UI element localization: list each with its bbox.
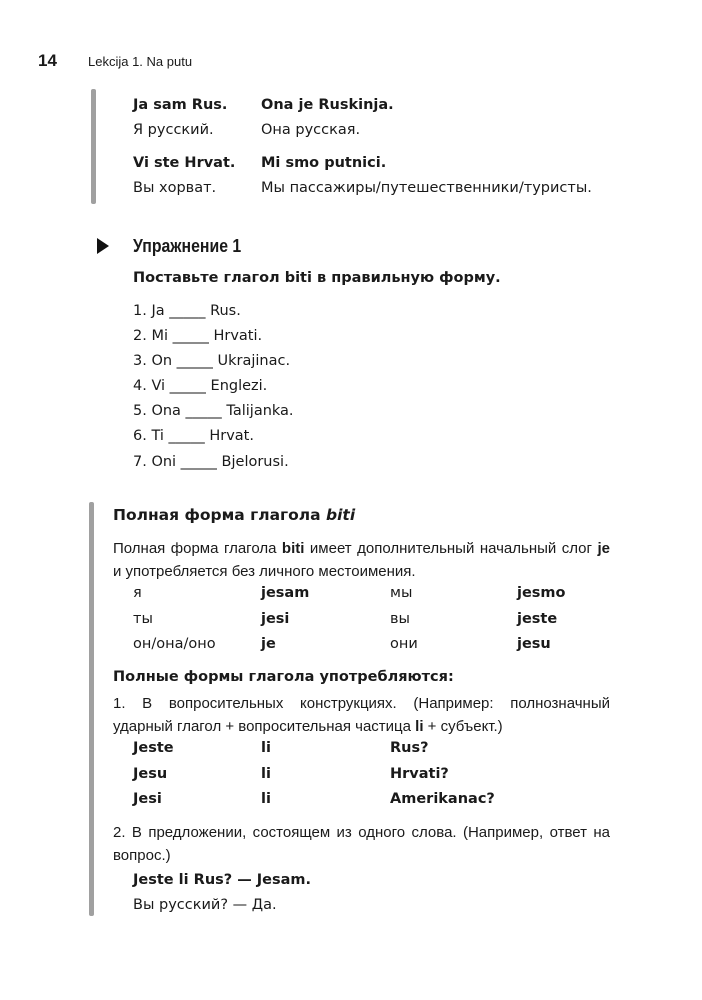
example-ru: Мы пассажиры/путешественники/туристы. [261, 180, 592, 196]
question-word: li [261, 765, 271, 782]
running-title: Lekcija 1. Na putu [88, 54, 193, 69]
exercise-arrow-icon [97, 238, 109, 254]
usage-2: 2. В предложении, состоящем из одного слова. (Например, ответ на вопрос.) [113, 824, 610, 864]
usage-title: Полные формы глагола употребляются: [113, 669, 454, 685]
example-translation: Вы русский? — Да. [133, 897, 277, 913]
pronoun: вы [390, 610, 410, 627]
exercise-item: 2. Mi _____ Hrvati. [133, 328, 263, 344]
question-word: Hrvati? [390, 765, 449, 782]
exercise-item: 5. Ona _____ Talijanka. [133, 403, 294, 419]
verb-form: jesmo [517, 585, 566, 601]
exercise-title: Упражнение 1 [133, 236, 242, 256]
question-word: Amerikanac? [390, 791, 495, 807]
exercise-item: 7. Oni _____ Bjelorusi. [133, 454, 289, 470]
example-ru: Вы хорват. [133, 180, 217, 196]
page-number: 14 [38, 51, 57, 70]
example-hr: Ja sam Rus. [133, 97, 228, 113]
example-hr: Ona je Ruskinja. [261, 97, 394, 113]
pronoun: ты [133, 610, 153, 627]
pronoun: они [390, 636, 418, 652]
verb-form: jesam [261, 585, 310, 601]
exercise-instruction: Поставьте глагол biti в правильную форму. [133, 270, 501, 286]
box-rule [89, 502, 94, 916]
verb-form: je [261, 636, 276, 652]
example-ru: Я русский. [133, 122, 214, 138]
exercise-item: 3. On _____ Ukrajinac. [133, 353, 291, 369]
exercise-item: 4. Vi _____ Englezi. [133, 378, 268, 394]
question-word: Jesu [133, 765, 168, 782]
box-intro: Полная форма глагола biti имеет дополнительный начальный слог je и употребляется без личного местоимения. [113, 540, 610, 580]
verb-form: jeste [517, 610, 558, 627]
box-title: Полная форма глагола biti [113, 506, 356, 524]
question-word: li [261, 740, 271, 756]
exercise-item: 6. Ti _____ Hrvat. [133, 428, 254, 444]
question-word: li [261, 791, 271, 807]
usage-1: 1. В вопросительных конструкциях. (Например: полнозначный ударный глагол + вопросительная частица li + субъект.) [113, 695, 610, 735]
example-question: Jeste li Rus? — Jesam. [133, 872, 312, 888]
example-hr: Vi ste Hrvat. [133, 155, 236, 171]
verb-form: jesu [517, 636, 551, 652]
pronoun: я [133, 585, 142, 601]
example-hr: Mi smo putnici. [261, 155, 387, 171]
exercise-item: 1. Ja _____ Rus. [133, 303, 241, 319]
sidebar-rule [91, 89, 96, 204]
verb-form: jesi [261, 610, 290, 627]
pronoun: он/она/оно [133, 636, 216, 652]
question-word: Jeste [133, 740, 174, 756]
question-word: Jesi [133, 791, 162, 807]
example-ru: Она русская. [261, 122, 361, 138]
question-word: Rus? [390, 740, 429, 756]
pronoun: мы [390, 585, 413, 601]
